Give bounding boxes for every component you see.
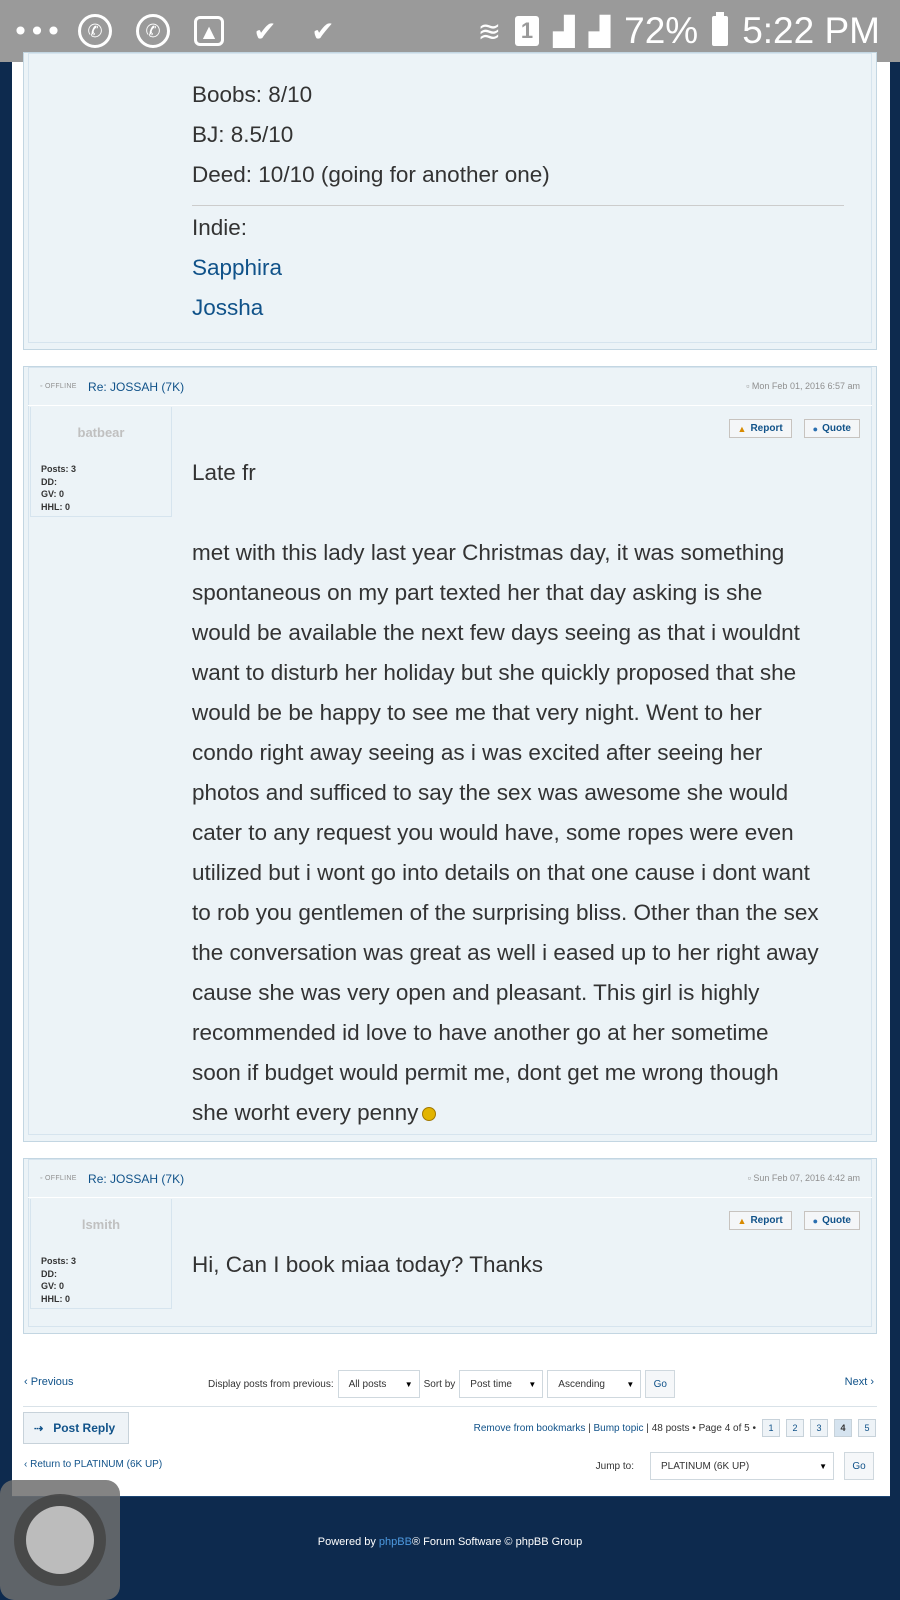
post-body-line: she worht every penny [192,1093,852,1133]
post-body-line: to rob you gentlemen of the surprising bliss. Other than the sex [192,900,819,925]
more-icon: ••• [12,14,62,48]
post-count: 48 posts [651,1422,690,1434]
forum-page [12,62,890,1496]
page-link[interactable]: 3 [810,1419,828,1437]
quote-icon: ● [812,423,819,434]
post-date: ▫ Sun Feb 07, 2016 4:42 am [747,1173,860,1183]
signature-link[interactable]: Jossha [192,295,264,320]
gallery-icon: ▲ [194,16,224,46]
return-to-forum-link[interactable]: ‹ Return to PLATINUM (6K UP) [24,1459,163,1470]
post-profile [30,1199,172,1309]
post-subject[interactable]: Re: JOSSAH (7K) [88,379,185,394]
rating-line: Boobs: 8/10 [192,82,313,107]
pagination-bar [474,1419,876,1437]
check-icon: ✔ [311,14,335,48]
quote-button[interactable]: ● Quote [804,1211,860,1230]
sort-by-select[interactable]: Post time ▼ [459,1370,543,1398]
sim-indicator: 1 [515,16,539,46]
signal-icon: ▟ [553,14,575,48]
post-body-line: spontaneous on my part texted her that day asking is she [192,580,763,605]
user-stats: Posts: 3 DD: GV: 0 HHL: 0 [41,464,77,512]
post [23,366,877,1142]
quote-icon: ● [812,1215,819,1226]
rating-line: Deed: 10/10 (going for another one) [192,162,550,187]
post-body-line: want to disturb her holiday but she quickly proposed that she [192,660,797,685]
wifi-icon: ≋ [477,14,502,48]
report-button[interactable]: ▲ Report [729,1211,792,1230]
post-body-line: utilized but i wont go into details on that one cause i dont want [192,860,810,885]
check-icon: ✔ [253,14,277,48]
post-reply-button[interactable]: ⇢ Post Reply [23,1412,129,1444]
signature-label: Indie: [192,215,248,240]
sort-label: Sort by [423,1378,456,1390]
next-topic-link[interactable]: Next › [844,1376,874,1388]
post-body-line: cause she was very open and pleasant. This girl is highly [192,980,760,1005]
page-info: Page 4 of 5 [698,1422,750,1434]
username[interactable]: batbear [77,425,125,440]
rating-line: BJ: 8.5/10 [192,122,294,147]
signature-link[interactable]: Sapphira [192,255,283,280]
viber-icon: ✆ [136,14,170,48]
page-link[interactable]: 5 [858,1419,876,1437]
dropdown-arrow-icon: ▼ [404,1379,413,1389]
post-body-line: the conversation was great as well i eased up to her right away [192,940,819,965]
post-subject[interactable]: Re: JOSSAH (7K) [88,1171,185,1186]
warning-icon: ▲ [737,1215,747,1226]
offline-indicator: ◦ OFFLINE [40,383,77,391]
jump-to-select[interactable]: PLATINUM (6K UP) ▼ [650,1452,834,1480]
username[interactable]: lsmith [81,1217,121,1232]
topic-actions: Remove from bookmarks | Bump topic | 48 posts • Page 4 of 5 • [473,1422,756,1434]
post-content [192,1245,852,1285]
battery-percentage: 72% [624,10,699,51]
previous-topic-link[interactable]: ‹ Previous [24,1376,74,1388]
post-content [192,75,852,328]
post-body-line: photos and sufficed to say the sex was awesome she would [192,780,789,805]
reply-icon: ⇢ [34,1422,44,1435]
jump-to [596,1452,874,1480]
clock: 5:22 PM [742,10,880,51]
quote-button[interactable]: ● Quote [804,419,860,438]
report-button[interactable]: ▲ Report [729,419,792,438]
display-label: Display posts from previous: [208,1378,334,1390]
post-body-line: would be available the next few days seeing as that i wouldnt [192,620,800,645]
post-content [192,453,852,1133]
page-link[interactable]: 1 [762,1419,780,1437]
assistive-touch-button[interactable] [0,1480,120,1600]
battery-icon [712,16,728,46]
sort-order-select[interactable]: Ascending ▼ [547,1370,641,1398]
post-body-line: recommended id love to have another go at her sometime [192,1020,769,1045]
dropdown-arrow-icon: ▼ [528,1379,537,1389]
page-link[interactable]: 2 [786,1419,804,1437]
post-previous [23,52,877,350]
footer [0,1496,900,1600]
display-options [208,1370,675,1398]
whatsapp-icon: ✆ [78,14,112,48]
post-body-line: cater to any request you would have, some ropes were even [192,820,794,845]
smiley-icon [422,1107,436,1121]
post-header [40,1171,860,1189]
post-date: ▫ Mon Feb 01, 2016 6:57 am [746,381,860,391]
dropdown-arrow-icon: ▼ [626,1379,635,1389]
post-body-line: would be be happy to see me that very night. Went to her [192,700,762,725]
post-body-line: condo right away seeing as i was excited after seeing her [192,740,763,765]
copyright: Powered by phpBB® Forum Software © phpBB Group [317,1536,583,1548]
go-button[interactable]: Go [645,1370,675,1398]
jump-go-button[interactable]: Go [844,1452,874,1480]
post-buttons [729,419,860,438]
signal-icon: ▟ [588,14,611,48]
post-buttons [729,1211,860,1230]
user-stats: Posts: 3 DD: GV: 0 HHL: 0 [41,1256,77,1304]
warning-icon: ▲ [737,423,747,434]
post-body [192,533,852,1133]
display-posts-select[interactable]: All posts ▼ [338,1370,420,1398]
post-body: Hi, Can I book miaa today? Thanks [192,1252,544,1277]
post-header [40,379,860,397]
remove-bookmark-link[interactable]: Remove from bookmarks [473,1422,586,1434]
phpbb-link[interactable]: phpBB [378,1536,412,1548]
page-current: 4 [834,1419,852,1437]
post-body-line: met with this lady last year Christmas day, it was something [192,540,785,565]
signature-divider [192,205,844,206]
post-body-line: soon if budget would permit me, dont get me wrong though [192,1060,779,1085]
post [23,1158,877,1334]
post-greeting: Late fr [192,460,256,485]
dropdown-arrow-icon: ▼ [819,1461,827,1471]
post-profile [30,407,172,517]
jump-label: Jump to: [595,1460,634,1472]
offline-indicator: ◦ OFFLINE [40,1175,77,1183]
bump-topic-link[interactable]: Bump topic [593,1422,644,1434]
